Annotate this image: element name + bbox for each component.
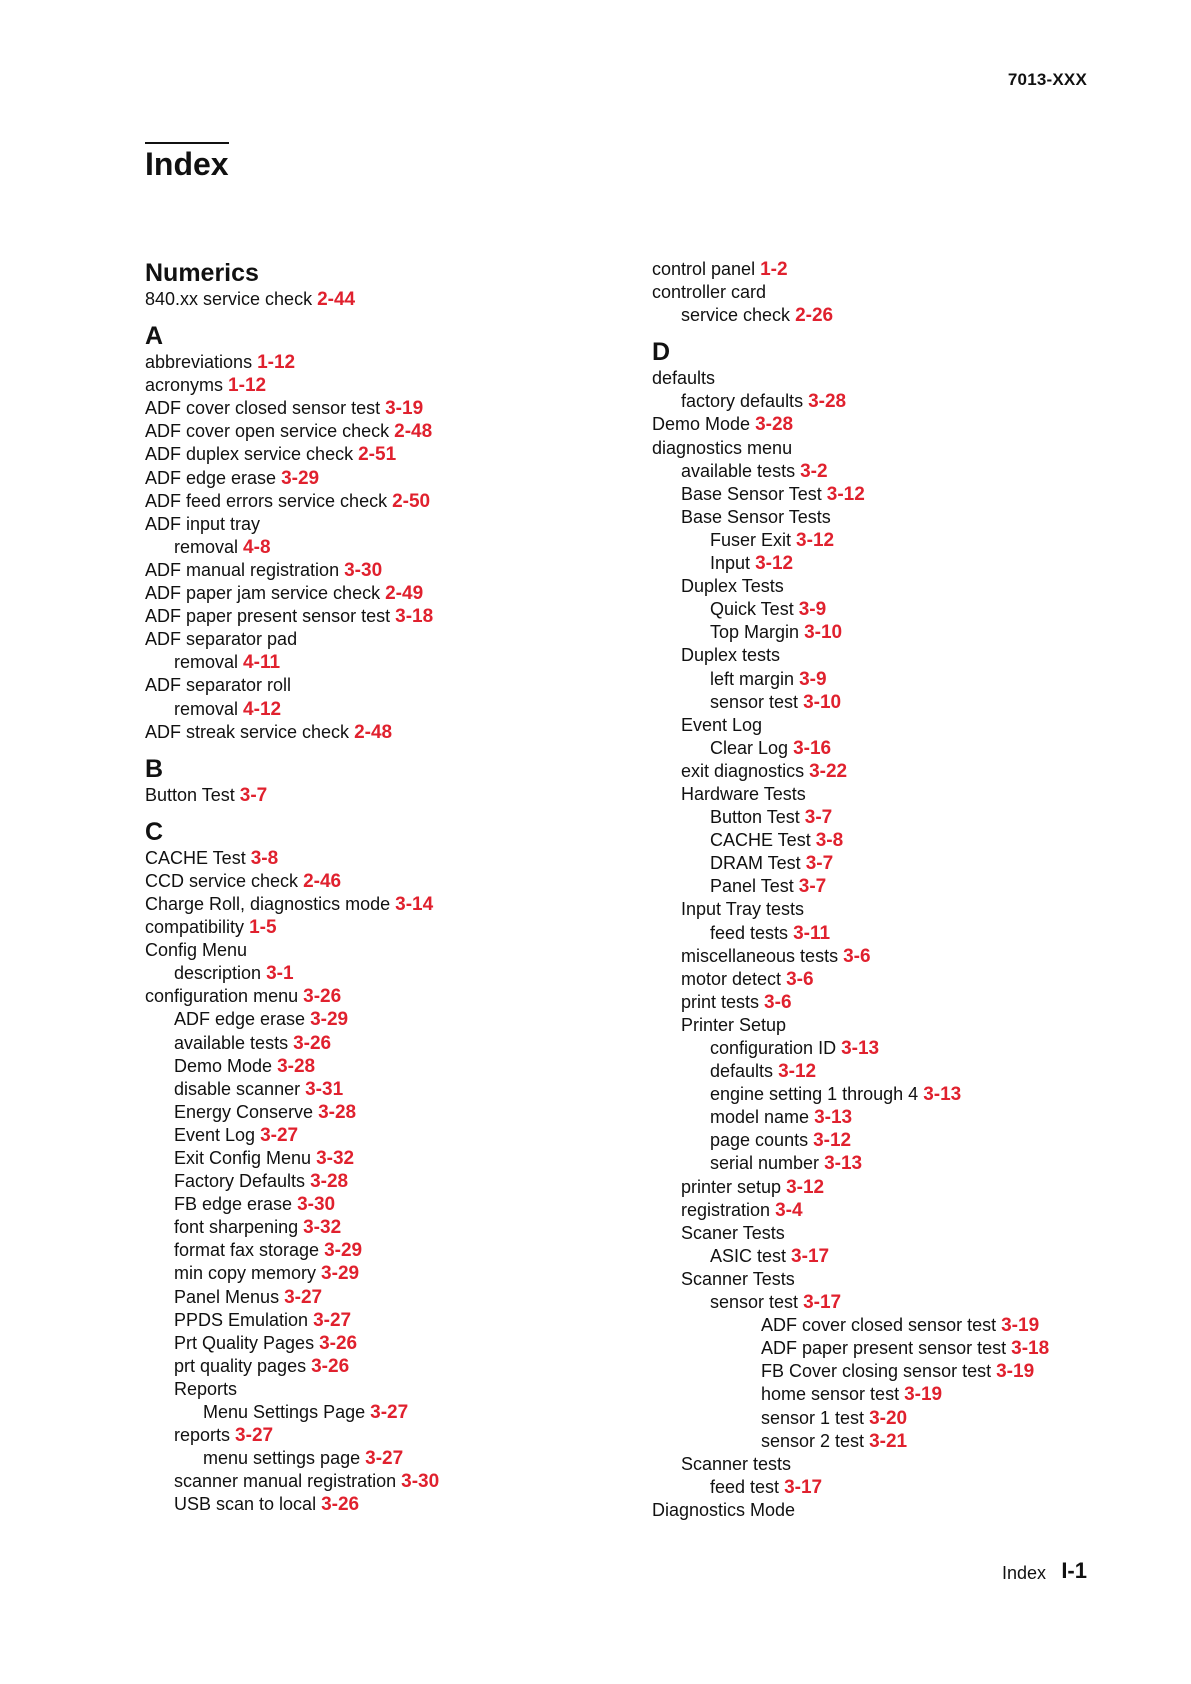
index-entry	[652, 413, 1122, 436]
index-page-link[interactable]: 3-18	[395, 606, 434, 628]
index-entry-term: printer setup	[681, 1176, 782, 1197]
index-page-link[interactable]: 3-26	[319, 1332, 358, 1354]
index-entry	[145, 1262, 615, 1285]
index-page-link[interactable]: 3-19	[996, 1361, 1035, 1383]
index-entry	[652, 644, 1122, 667]
index-entry	[652, 390, 1122, 413]
index-entry	[145, 1447, 615, 1470]
index-entry	[652, 1176, 1122, 1199]
index-entry	[652, 1499, 1122, 1522]
index-entry-term: ADF duplex service check	[145, 444, 354, 465]
index-entry-term: ADF cover closed sensor test	[145, 398, 381, 419]
index-page-link[interactable]: 3-29	[281, 467, 320, 489]
index-page-link[interactable]: 3-30	[344, 559, 383, 581]
index-entry	[652, 1152, 1122, 1175]
index-page-link[interactable]: 3-28	[310, 1171, 349, 1193]
index-entry	[652, 991, 1122, 1014]
index-page-link[interactable]: 3-20	[869, 1407, 908, 1429]
index-page-link[interactable]: 3-12	[796, 529, 835, 551]
index-entry-term: exit diagnostics	[681, 760, 805, 781]
index-entry-term: scanner manual registration	[174, 1471, 397, 1492]
index-entry-term: Duplex tests	[681, 645, 781, 666]
index-entry-term: ADF manual registration	[145, 559, 340, 580]
index-entry	[145, 985, 615, 1008]
index-entry-term: registration	[681, 1199, 771, 1220]
index-entry-term: service check	[681, 305, 791, 326]
index-entry-term: Panel Test	[710, 876, 794, 897]
index-page-link[interactable]: 3-7	[239, 784, 268, 806]
index-entry-term: sensor 1 test	[761, 1407, 865, 1428]
index-entry	[145, 1355, 615, 1378]
index-entry	[145, 1124, 615, 1147]
index-entry	[145, 1332, 615, 1355]
index-page-link[interactable]: 4-12	[243, 698, 282, 720]
index-page-link[interactable]: 3-10	[803, 691, 842, 713]
index-page-link[interactable]: 3-29	[310, 1009, 349, 1031]
index-page-link[interactable]: 1-12	[228, 375, 267, 397]
index-entry	[145, 1008, 615, 1031]
index-page-link[interactable]: 3-1	[266, 963, 294, 985]
index-entry	[652, 1360, 1122, 1383]
index-page-link[interactable]: 3-27	[365, 1448, 404, 1470]
index-entry-term: Quick Test	[710, 599, 794, 620]
index-entry	[652, 1430, 1122, 1453]
index-entry	[145, 870, 615, 893]
index-entry	[652, 806, 1122, 829]
index-entry	[652, 304, 1122, 327]
index-entry	[652, 1245, 1122, 1268]
index-entry-term: CACHE Test	[710, 830, 811, 851]
index-page-link[interactable]: 3-13	[814, 1107, 853, 1129]
index-entry	[652, 1337, 1122, 1360]
index-entry	[652, 598, 1122, 621]
index-page-link[interactable]: 3-7	[804, 807, 833, 829]
index-column-right	[652, 258, 1122, 1522]
index-page-link[interactable]: 3-16	[793, 737, 832, 759]
index-page-link[interactable]: 3-2	[800, 460, 828, 482]
index-page-link[interactable]: 3-4	[775, 1199, 803, 1221]
index-entry	[145, 1193, 615, 1216]
index-entry-term: sensor test	[710, 1292, 799, 1313]
index-entry	[145, 1309, 615, 1332]
index-entry-term: Demo Mode	[174, 1055, 273, 1076]
index-entry	[145, 1101, 615, 1124]
index-entry	[652, 1014, 1122, 1037]
index-entry	[652, 1106, 1122, 1129]
index-entry	[145, 513, 615, 536]
index-entry-term: Scanner tests	[681, 1453, 792, 1474]
index-entry-term: ADF separator pad	[145, 629, 298, 650]
index-entry	[145, 674, 615, 697]
index-entry-term: Input Tray tests	[681, 899, 805, 920]
index-page-link[interactable]: 3-6	[764, 991, 792, 1013]
index-entry-term: menu settings page	[203, 1448, 361, 1469]
index-entry	[652, 1383, 1122, 1406]
index-entry-term: Energy Conserve	[174, 1101, 314, 1122]
index-section-heading: Numerics	[145, 259, 259, 287]
index-entry	[652, 621, 1122, 644]
page-title: Index	[145, 146, 229, 182]
index-page-link[interactable]: 3-8	[250, 847, 279, 869]
index-page-link[interactable]: 3-19	[385, 398, 424, 420]
index-page-link[interactable]: 3-9	[799, 668, 827, 690]
index-entry	[652, 1453, 1122, 1476]
index-page-link[interactable]: 3-13	[841, 1038, 880, 1059]
index-page-link[interactable]: 3-17	[784, 1476, 823, 1498]
index-entry-term: description	[174, 963, 262, 984]
document-code: 7013-XXX	[1007, 70, 1087, 89]
index-entry-term: compatibility	[145, 917, 245, 938]
index-page-link[interactable]: 3-12	[786, 1176, 825, 1198]
index-entry	[145, 1216, 615, 1239]
index-page-link[interactable]: 3-17	[791, 1245, 830, 1267]
index-entry-term: Panel Menus	[174, 1286, 280, 1307]
index-page-link[interactable]: 3-27	[235, 1425, 274, 1447]
index-page-link[interactable]: 3-27	[260, 1124, 299, 1146]
index-page-link[interactable]: 3-26	[321, 1494, 360, 1516]
index-entry-term: removal	[174, 536, 239, 557]
index-entry-term: Button Test	[145, 784, 235, 805]
index-entry	[652, 945, 1122, 968]
index-entry	[145, 1470, 615, 1493]
index-entry-term: ADF edge erase	[174, 1009, 306, 1030]
index-page-link[interactable]: 3-32	[316, 1148, 355, 1169]
footer-page-number: I-1	[1061, 1558, 1087, 1583]
index-entry-term: model name	[710, 1107, 810, 1128]
index-entry	[652, 829, 1122, 852]
index-entry-term: ADF paper present sensor test	[145, 606, 391, 627]
index-entry	[652, 668, 1122, 691]
index-entry-term: Button Test	[710, 807, 800, 828]
index-entry-term: Event Log	[681, 714, 763, 735]
index-entry-term: Exit Config Menu	[174, 1148, 312, 1168]
index-page-link[interactable]: 1-2	[760, 259, 788, 280]
index-entry-term: min copy memory	[174, 1263, 317, 1284]
index-page-link[interactable]: 3-27	[284, 1286, 323, 1308]
index-entry	[652, 760, 1122, 783]
index-entry	[652, 575, 1122, 598]
index-entry	[145, 847, 615, 870]
index-entry-term: defaults	[710, 1061, 774, 1082]
index-entry-term: ADF input tray	[145, 513, 261, 534]
index-entry	[652, 1291, 1122, 1314]
page-title-rule	[145, 142, 229, 182]
index-page-link[interactable]: 3-7	[805, 853, 834, 875]
index-entry-term: USB scan to local	[174, 1494, 317, 1515]
index-page-link[interactable]: 2-26	[795, 305, 834, 327]
index-entry-term: Printer Setup	[681, 1014, 787, 1035]
index-entry-term: Factory Defaults	[174, 1171, 306, 1192]
index-entry	[652, 483, 1122, 506]
index-entry-term: ADF separator roll	[145, 675, 292, 696]
index-page-link[interactable]: 3-7	[798, 876, 827, 898]
index-entry-term: reports	[174, 1425, 231, 1446]
index-page-link[interactable]: 3-6	[843, 945, 871, 967]
index-page-link[interactable]: 3-28	[755, 414, 794, 436]
index-entry-term: ASIC test	[710, 1245, 787, 1266]
index-entry	[145, 1424, 615, 1447]
index-column-left	[145, 258, 615, 1517]
index-page-link[interactable]: 3-18	[1011, 1338, 1050, 1360]
index-entry	[145, 1147, 615, 1170]
index-entry	[145, 1401, 615, 1424]
index-entry	[652, 1037, 1122, 1060]
index-page-link[interactable]: 3-31	[305, 1078, 344, 1100]
index-section-heading: D	[652, 338, 671, 367]
index-page-link[interactable]: 3-27	[370, 1402, 409, 1424]
index-entry	[652, 506, 1122, 529]
index-entry	[652, 1083, 1122, 1106]
index-page-link[interactable]: 2-48	[354, 721, 393, 743]
index-entry	[145, 582, 615, 605]
index-page-link[interactable]: 2-44	[317, 289, 356, 310]
index-entry	[145, 1032, 615, 1055]
index-entry-term: Clear Log	[710, 737, 789, 758]
index-entry-term: miscellaneous tests	[681, 945, 839, 966]
index-entry	[652, 529, 1122, 552]
index-entry-term: configuration menu	[145, 986, 299, 1007]
index-entry	[145, 916, 615, 939]
index-page-link[interactable]: 1-5	[249, 917, 277, 939]
index-entry-term: Scanner Tests	[681, 1268, 795, 1289]
index-page-link[interactable]: 3-13	[824, 1153, 863, 1175]
index-entry-term: CACHE Test	[145, 847, 246, 868]
index-page-link[interactable]: 2-50	[392, 490, 431, 512]
index-entry-term: 840.xx service check	[145, 289, 313, 309]
index-entry-term: Input	[710, 553, 751, 574]
index-entry	[145, 443, 615, 466]
index-page-link[interactable]: 3-28	[277, 1055, 316, 1077]
index-entry-term: format fax storage	[174, 1240, 320, 1261]
index-entry-term: Demo Mode	[652, 414, 751, 435]
index-entry	[652, 968, 1122, 991]
index-entry	[652, 852, 1122, 875]
index-entry-term: removal	[174, 652, 239, 673]
index-entry-term: available tests	[681, 460, 796, 481]
index-page-link[interactable]: 3-14	[395, 893, 434, 915]
index-entry-term: ADF paper present sensor test	[761, 1338, 1007, 1359]
index-entry-term: FB edge erase	[174, 1194, 293, 1215]
index-entry	[652, 1268, 1122, 1291]
index-entry-term: Diagnostics Mode	[652, 1499, 796, 1520]
index-page-link[interactable]: 3-26	[311, 1355, 350, 1377]
index-entry	[652, 258, 1122, 281]
index-entry	[652, 1407, 1122, 1430]
index-entry-term: Scaner Tests	[681, 1222, 785, 1243]
index-entry	[145, 420, 615, 443]
index-entry	[145, 374, 615, 397]
index-entry-term: DRAM Test	[710, 853, 801, 874]
index-entry	[652, 437, 1122, 460]
index-entry-term: removal	[174, 698, 239, 719]
index-entry	[652, 1060, 1122, 1083]
index-entry	[652, 1129, 1122, 1152]
index-entry-term: ADF cover open service check	[145, 421, 390, 442]
index-entry	[145, 559, 615, 582]
index-page-link[interactable]: 4-11	[243, 652, 281, 674]
index-entry	[652, 714, 1122, 737]
index-entry-term: sensor 2 test	[761, 1430, 865, 1451]
index-page-link[interactable]: 3-26	[303, 986, 342, 1008]
index-entry	[145, 784, 615, 807]
index-entry	[652, 1314, 1122, 1337]
index-page-link[interactable]: 3-28	[318, 1101, 357, 1123]
index-entry	[145, 605, 615, 628]
index-entry	[652, 367, 1122, 390]
index-page-link[interactable]: 1-12	[257, 352, 296, 374]
index-entry	[652, 922, 1122, 945]
index-page-link[interactable]: 3-22	[809, 760, 848, 782]
index-page-link[interactable]: 3-12	[826, 483, 865, 505]
index-entry-term: Menu Settings Page	[203, 1402, 366, 1423]
index-entry	[145, 962, 615, 985]
index-entry	[145, 1286, 615, 1309]
index-page-link[interactable]: 3-29	[321, 1263, 360, 1285]
index-entry-term: Reports	[174, 1378, 238, 1399]
index-entry-term: ADF streak service check	[145, 721, 350, 742]
index-entry	[145, 536, 615, 559]
index-entry-term: ADF cover closed sensor test	[761, 1315, 997, 1336]
index-entry-term: ADF feed errors service check	[145, 490, 388, 511]
index-page-link[interactable]: 2-49	[385, 583, 424, 605]
index-page-link[interactable]: 3-12	[755, 553, 794, 575]
index-page-link[interactable]: 3-13	[923, 1084, 962, 1106]
index-entry-term: prt quality pages	[174, 1355, 307, 1376]
index-entry	[652, 460, 1122, 483]
index-entry-term: Hardware Tests	[681, 783, 806, 804]
index-entry-term: acronyms	[145, 375, 224, 396]
index-entry	[145, 467, 615, 490]
index-page-link[interactable]: 2-46	[303, 870, 342, 892]
index-entry	[145, 1055, 615, 1078]
index-entry-term: CCD service check	[145, 870, 299, 891]
index-page-link[interactable]: 3-11	[793, 922, 831, 944]
index-page-link[interactable]: 3-8	[815, 830, 844, 852]
index-entry	[145, 1170, 615, 1193]
index-page-link[interactable]: 4-8	[243, 536, 271, 558]
index-entry-term: Top Margin	[710, 622, 800, 643]
index-entry-term: left margin	[710, 668, 795, 689]
index-entry-term: Charge Roll, diagnostics mode	[145, 893, 391, 914]
index-entry	[652, 281, 1122, 304]
index-entry-term: ADF edge erase	[145, 467, 277, 488]
index-entry-term: Base Sensor Tests	[681, 506, 831, 527]
index-entry	[652, 552, 1122, 575]
index-page-link[interactable]: 3-12	[778, 1061, 817, 1083]
index-page-link[interactable]: 3-28	[808, 391, 847, 413]
index-entry-term: Fuser Exit	[710, 529, 792, 550]
index-entry	[145, 1378, 615, 1401]
index-entry	[145, 1078, 615, 1101]
index-entry-term: controller card	[652, 282, 767, 303]
index-page-link[interactable]: 3-27	[313, 1309, 352, 1331]
index-entry	[145, 939, 615, 962]
index-entry	[652, 875, 1122, 898]
index-entry-term: engine setting 1 through 4	[710, 1084, 919, 1105]
index-page-link[interactable]: 3-26	[293, 1032, 332, 1054]
index-entry	[145, 893, 615, 916]
index-entry-term: abbreviations	[145, 352, 253, 373]
footer-label: Index	[1001, 1563, 1046, 1583]
index-entry-term: sensor test	[710, 691, 799, 712]
index-entry-term: PPDS Emulation	[174, 1309, 309, 1330]
index-entry-term: control panel	[652, 259, 756, 279]
index-entry	[145, 490, 615, 513]
index-entry	[145, 351, 615, 374]
index-entry	[145, 1239, 615, 1262]
index-page-link[interactable]: 2-51	[358, 444, 397, 466]
index-entry	[145, 651, 615, 674]
index-entry-term: Config Menu	[145, 940, 248, 961]
index-entry-term: configuration ID	[710, 1038, 837, 1058]
index-page-link[interactable]: 3-12	[813, 1130, 852, 1152]
index-entry-term: ADF paper jam service check	[145, 583, 381, 604]
index-entry-term: home sensor test	[761, 1384, 900, 1405]
index-page-link[interactable]: 3-30	[297, 1194, 336, 1216]
index-page-link[interactable]: 3-19	[1001, 1315, 1040, 1337]
index-entry	[652, 1476, 1122, 1499]
index-entry-term: motor detect	[681, 968, 782, 989]
index-entry	[145, 698, 615, 721]
index-section-heading: B	[145, 754, 164, 783]
index-entry	[145, 397, 615, 420]
index-entry	[145, 628, 615, 651]
index-entry	[652, 737, 1122, 760]
index-entry-term: factory defaults	[681, 391, 804, 412]
index-entry	[652, 691, 1122, 714]
index-page-link[interactable]: 3-21	[869, 1430, 908, 1452]
index-page-link[interactable]: 3-6	[786, 968, 814, 990]
index-page-link[interactable]: 3-17	[803, 1292, 842, 1314]
index-entry-term: Prt Quality Pages	[174, 1332, 315, 1353]
index-entry-term: Duplex Tests	[681, 576, 784, 597]
index-entry	[652, 1222, 1122, 1245]
index-entry-term: page counts	[710, 1130, 809, 1151]
index-page-link[interactable]: 3-30	[401, 1471, 440, 1493]
index-entry-term: serial number	[710, 1153, 820, 1174]
index-entry-term: feed test	[710, 1476, 780, 1497]
index-entry-term: disable scanner	[174, 1078, 301, 1099]
index-entry	[652, 898, 1122, 921]
index-page-link[interactable]: 3-32	[303, 1217, 342, 1239]
index-entry-term: available tests	[174, 1032, 289, 1053]
index-entry-term: Event Log	[174, 1124, 256, 1145]
index-entry-term: font sharpening	[174, 1217, 299, 1238]
index-entry-term: Base Sensor Test	[681, 483, 822, 504]
index-page-link[interactable]: 3-9	[798, 599, 827, 621]
index-entry	[145, 721, 615, 744]
index-entry	[652, 1199, 1122, 1222]
index-page-link[interactable]: 3-29	[324, 1240, 363, 1262]
index-page-link[interactable]: 3-10	[804, 622, 843, 644]
index-page-link[interactable]: 3-19	[904, 1384, 943, 1406]
index-entry-term: feed tests	[710, 922, 789, 943]
index-entry	[145, 1493, 615, 1516]
index-page-link[interactable]: 2-48	[394, 421, 433, 443]
index-entry-term: diagnostics menu	[652, 437, 793, 458]
index-entry-term: FB Cover closing sensor test	[761, 1361, 992, 1382]
index-entry	[145, 288, 615, 311]
index-entry-term: defaults	[652, 368, 716, 389]
index-entry	[652, 783, 1122, 806]
index-section-heading: C	[145, 817, 164, 846]
index-entry-term: print tests	[681, 991, 760, 1012]
index-section-heading: A	[145, 322, 164, 351]
